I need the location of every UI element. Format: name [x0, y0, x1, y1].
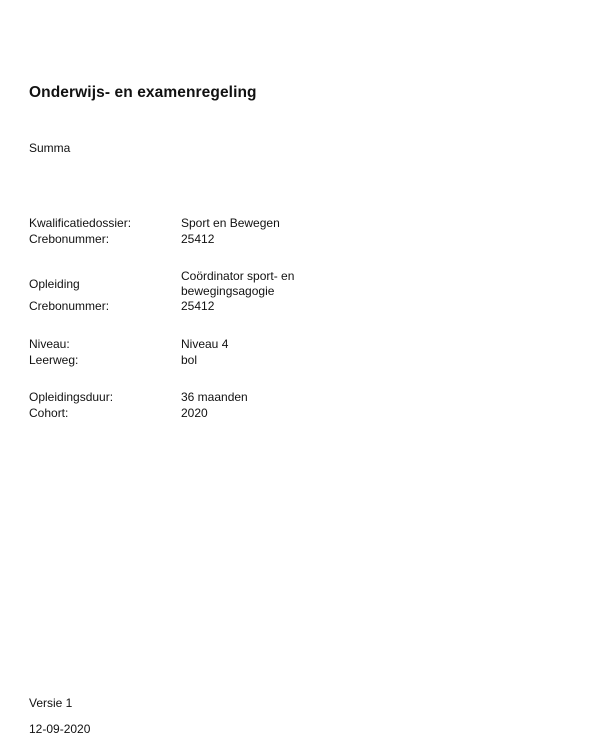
field-opleidingsduur	[29, 390, 331, 405]
field-label: Niveau:	[29, 337, 70, 351]
field-label: Crebonummer:	[29, 232, 110, 246]
field-crebonummer	[29, 299, 331, 314]
field-value: Coördinator sport- en bewegingsagogie	[181, 269, 295, 298]
field-kwalificatiedossier	[29, 216, 331, 231]
field-value: 25412	[181, 299, 215, 313]
field-opleiding	[29, 269, 331, 299]
field-label: Cohort:	[29, 406, 69, 420]
field-value: Niveau 4	[181, 337, 229, 351]
field-label: Crebonummer:	[29, 299, 110, 313]
field-label: Leerweg:	[29, 353, 79, 367]
field-value: bol	[181, 353, 198, 367]
version-label: Versie 1	[29, 696, 73, 710]
field-label: Kwalificatiedossier:	[29, 216, 132, 230]
field-value: Sport en Bewegen	[181, 216, 280, 230]
field-value: 25412	[181, 232, 215, 246]
field-label: Opleidingsduur:	[29, 390, 114, 404]
field-niveau	[29, 337, 331, 352]
document-date: 12-09-2020	[29, 722, 91, 736]
field-crebonummer	[29, 232, 331, 247]
field-cohort	[29, 406, 331, 421]
field-label: Opleiding	[29, 276, 80, 291]
document-title: Onderwijs- en examenregeling	[29, 84, 257, 101]
field-value: 36 maanden	[181, 390, 248, 404]
document-subtitle: Summa	[29, 141, 71, 155]
field-leerweg	[29, 353, 331, 368]
field-value: 2020	[181, 406, 208, 420]
